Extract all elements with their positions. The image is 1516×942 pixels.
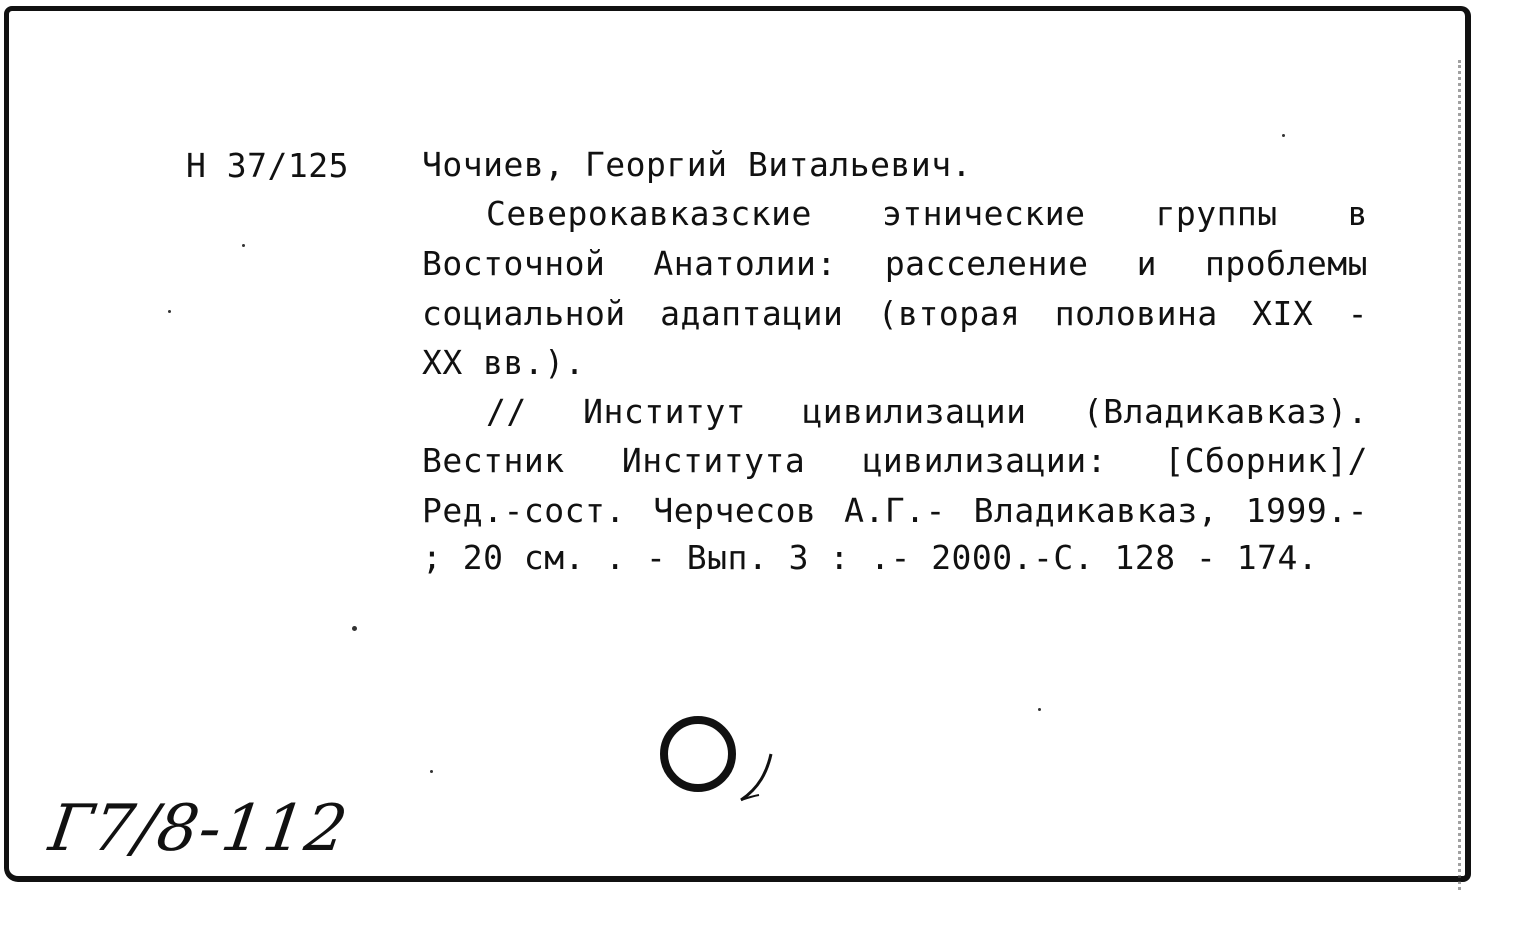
card-line-text: Чочиев, Георгий Витальевич. xyxy=(422,145,972,184)
card-line-text: социальной адаптации (вторая половина XIX - xyxy=(422,294,1368,333)
scan-speck xyxy=(168,310,171,313)
card-line-text: Восточной Анатолии: расселение и проблемы xyxy=(422,244,1368,283)
source-line-3 xyxy=(422,491,1368,530)
handwritten-inventory-note: Г7/8-112 xyxy=(44,792,353,866)
source-line-1 xyxy=(422,392,1368,431)
circle-tick-mark xyxy=(735,748,781,808)
punch-hole-circle xyxy=(660,716,736,792)
card-line-text: ; 20 см. . - Вып. 3 : .- 2000.-С. 128 - 174. xyxy=(422,538,1319,577)
card-line-text: Северокавказские этнические группы в xyxy=(486,194,1368,233)
shelfmark: Н 37/125 xyxy=(186,146,349,185)
title-line-2 xyxy=(422,244,1368,283)
scan-speck xyxy=(352,626,357,631)
scan-speck xyxy=(1282,134,1285,137)
card-line-text: Ред.-сост. Черчесов А.Г.- Владикавказ, 1999.- xyxy=(422,491,1368,530)
card-line-text: Вестник Института цивилизации: [Сборник]/ xyxy=(422,441,1368,480)
source-line-2 xyxy=(422,441,1368,480)
card-line-text: XX вв.). xyxy=(422,343,585,382)
title-line-4 xyxy=(422,343,1368,382)
author-line xyxy=(422,145,1368,184)
scan-speck xyxy=(430,770,433,773)
scan-speck xyxy=(1038,708,1041,711)
scan-speck xyxy=(242,244,245,247)
card-line-text: // Институт цивилизации (Владикавказ). xyxy=(486,392,1368,431)
title-line-1 xyxy=(422,194,1368,233)
title-line-3 xyxy=(422,294,1368,333)
card-right-edge-perforation xyxy=(1458,60,1463,890)
source-line-4 xyxy=(422,538,1368,577)
